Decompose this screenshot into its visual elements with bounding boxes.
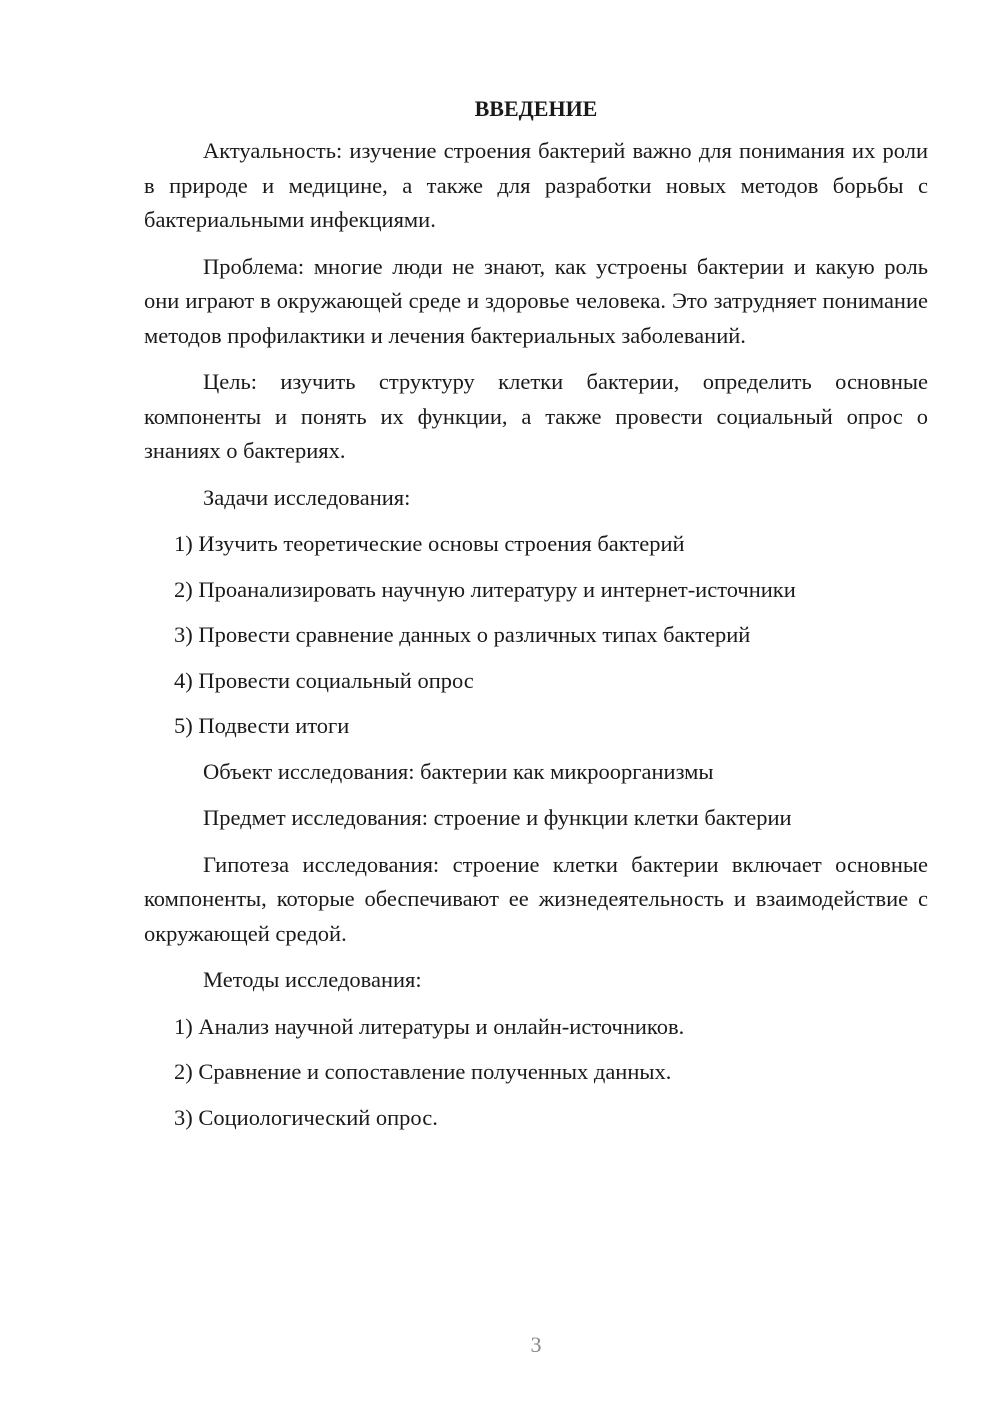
object-paragraph: Объект исследования: бактерии как микроорганизмы <box>203 758 714 784</box>
task-item: 3) Провести сравнение данных о различных типах бактерий <box>174 622 751 647</box>
tasks-list <box>144 527 928 744</box>
task-item: 1) Изучить теоретические основы строения бактерий <box>174 531 685 556</box>
method-item: 2) Сравнение и сопоставление полученных данных. <box>174 1059 672 1084</box>
methods-heading: Методы исследования: <box>203 967 422 992</box>
methods-list <box>144 1010 928 1136</box>
goal-paragraph: Цель: изучить структуру клетки бактерии, определить основные компоненты и понять их функции, а также провести социальный опрос о знаниях о бактериях. <box>144 369 928 463</box>
task-item: 5) Подвести итоги <box>174 713 350 738</box>
problem-paragraph: Проблема: многие люди не знают, как устроены бактерии и какую роль они играют в окружающей среде и здоровье человека. Это затрудняет понимание методов профилактики и лечения бактериальных заболеваний. <box>144 253 928 348</box>
page-title: ВВЕДЕНИЕ <box>474 96 598 121</box>
relevance-paragraph: Актуальность: изучение строения бактерий важно для понимания их роли в природе и медицине, а также для разработки новых методов борьбы с бактериальными инфекциями. <box>144 138 928 232</box>
task-item: 2) Проанализировать научную литературу и интернет-источники <box>174 576 796 602</box>
task-item: 4) Провести социальный опрос <box>174 667 474 693</box>
method-item: 1) Анализ научной литературы и онлайн-источников. <box>174 1013 685 1039</box>
method-item: 3) Социологический опрос. <box>174 1104 438 1130</box>
hypothesis-paragraph: Гипотеза исследования: строение клетки бактерии включает основные компоненты, которые обеспечивают ее жизнедеятельность и взаимодействие с окружающей средой. <box>144 851 928 946</box>
tasks-heading: Задачи исследования: <box>203 484 411 510</box>
page-number: 3 <box>530 1332 542 1357</box>
document-page <box>144 92 928 1146</box>
subject-paragraph: Предмет исследования: строение и функции клетки бактерии <box>203 805 792 830</box>
